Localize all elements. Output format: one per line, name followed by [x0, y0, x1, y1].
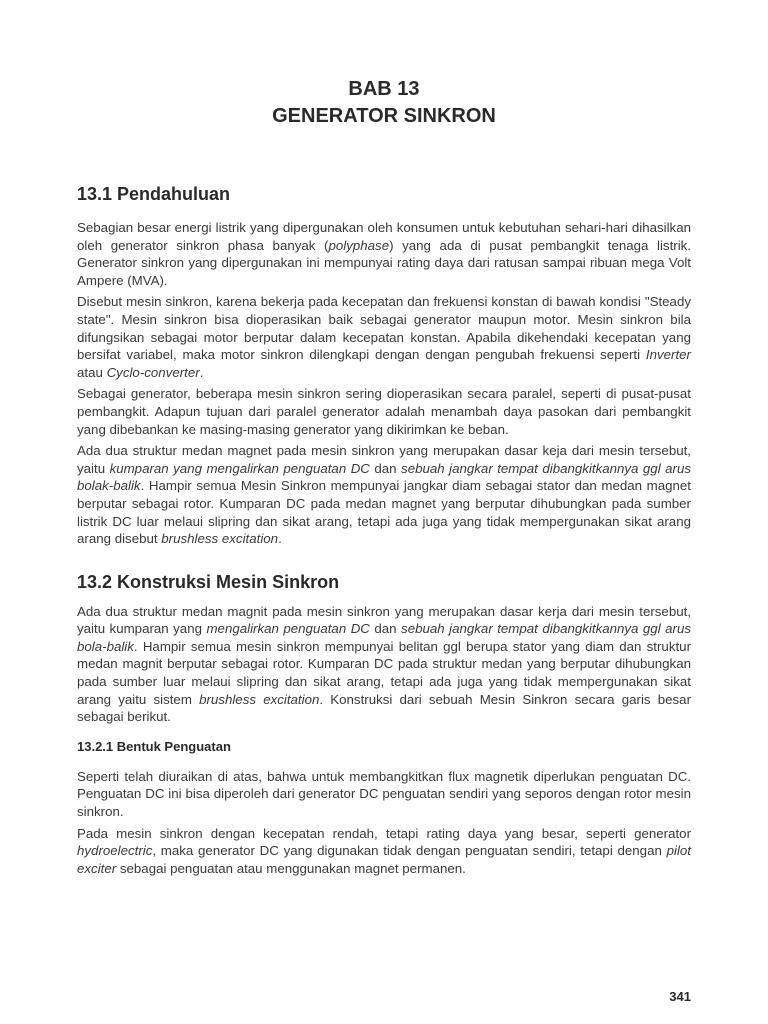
paragraph — [77, 385, 691, 438]
italic-text: sebuah jangkar tempat dibangkitkannya ggl arus bolak-balik — [77, 460, 691, 494]
subsection-heading-bentuk-penguatan: 13.2.1 Bentuk Penguatan — [77, 738, 231, 754]
chapter-header — [77, 76, 691, 130]
document-page — [77, 76, 691, 881]
text-run: dan — [369, 460, 402, 476]
italic-text: brushless excitation — [161, 531, 279, 547]
text-run: Sebagai generator, beberapa mesin sinkron sering dioperasikan secara paralel, seperti di pusat-pusat pembangkit. Adapun tujuan dari paralel generator adalah menambah daya pasokan dari pembangkit yang dibebankan ke masing-masing generator yang dikirimkan ke beban. — [77, 386, 691, 437]
italic-text: hydroelectric — [77, 843, 153, 859]
italic-text: sebuah jangkar tempat dibangkitkannya ggl arus bola-balik — [77, 621, 691, 654]
text-run: Ada dua struktur medan magnet pada mesin sinkron yang merupakan dasar keja dari mesin tersebut, yaitu — [77, 443, 691, 476]
paragraph — [77, 825, 691, 878]
text-run: Disebut mesin sinkron, karena bekerja pada kecepatan dan frekuensi konstan di bawah kondisi "Steady state". Mesin sinkron bisa dioperasikan baik sebagai generator maupun motor. Mesin sinkron bila difungsikan sebagai motor berputar dalam kecepatan konstan. Apabila dikehendaki kecepatan yang bersifat variabel, maka motor sinkron dilengkapi dengan dengan pengubah frekuensi seperti — [77, 294, 691, 363]
text-run: . Hampir semua mesin sinkron mempunyai belitan ggl berupa stator yang diam dan struktur medan magnit berputar sebagai rotor. Kumparan DC pada struktur medan yang berputar dihubungkan pada sumber luar melaui slipring dan sikat arang, tetapi ada juga yang tidak mempergunakan sikat arang yaitu sistem — [77, 638, 691, 707]
section-heading-konstruksi: 13.2 Konstruksi Mesin Sinkron — [77, 571, 340, 592]
paragraph — [77, 293, 691, 381]
paragraph — [77, 603, 691, 726]
text-run: atau — [77, 364, 107, 380]
section-heading-pendahuluan: 13.1 Pendahuluan — [77, 184, 231, 204]
italic-text: brushless excitation — [199, 691, 320, 707]
paragraph — [77, 219, 691, 289]
text-run: , maka generator DC yang digunakan tidak dengan penguatan sendiri, tetapi dengan — [152, 843, 667, 859]
italic-text: pilot exciter — [77, 843, 691, 876]
italic-text: Cyclo-converter — [106, 364, 200, 380]
text-run: . Hampir semua Mesin Sinkron mempunyai jangkar diam sebagai stator dan medan magnet berputar sebagai rotor. Kumparan DC pada medan magnet yang berputar dihubungkan pada sumber listrik DC luar melaui slipring dan sikat arang, tetapi ada juga yang tidak mempergunakan sikat arang arang disebut — [77, 478, 691, 547]
text-run: ) yang ada di pusat pembangkit tenaga listrik. Generator sinkron yang dipergunakan ini mempunyai rating daya dari ratusan sampai ribuan mega Volt Ampere (MVA). — [77, 237, 692, 288]
italic-text: kumparan yang mengalirkan penguatan DC — [109, 460, 370, 476]
chapter-number: BAB 13 — [348, 78, 420, 100]
page-number: 341 — [669, 989, 691, 1004]
paragraph — [77, 442, 691, 548]
italic-text: polyphase — [328, 237, 390, 253]
chapter-title: GENERATOR SINKRON — [272, 105, 496, 127]
text-run: Seperti telah diuraikan di atas, bahwa untuk membangkitkan flux magnetik diperlukan penguatan DC. Penguatan DC ini bisa diperoleh dari generator DC penguatan sendiri yang seporos dengan rotor mesin sinkron. — [77, 768, 691, 820]
text-run: . — [199, 364, 204, 380]
text-run: Ada dua struktur medan magnit pada mesin sinkron yang merupakan dasar kerja dari mesin tersebut, yaitu kumparan yang — [77, 603, 691, 637]
text-run: . — [278, 531, 282, 547]
text-run: dan — [369, 621, 402, 637]
text-run: sebagai penguatan atau menggunakan magnet permanen. — [116, 860, 466, 876]
paragraph — [77, 768, 691, 821]
text-run: . Konstruksi dari sebuah Mesin Sinkron secara garis besar sebagai berikut. — [77, 691, 692, 725]
italic-text: mengalirkan penguatan DC — [206, 621, 370, 637]
text-run: Sebagian besar energi listrik yang dipergunakan oleh konsumen untuk kebutuhan sehari-hari dihasilkan oleh generator sinkron phasa banyak ( — [77, 220, 691, 253]
italic-text: Inverter — [645, 347, 691, 363]
text-run: Pada mesin sinkron dengan kecepatan rendah, tetapi rating daya yang besar, seperti generator — [77, 825, 691, 841]
